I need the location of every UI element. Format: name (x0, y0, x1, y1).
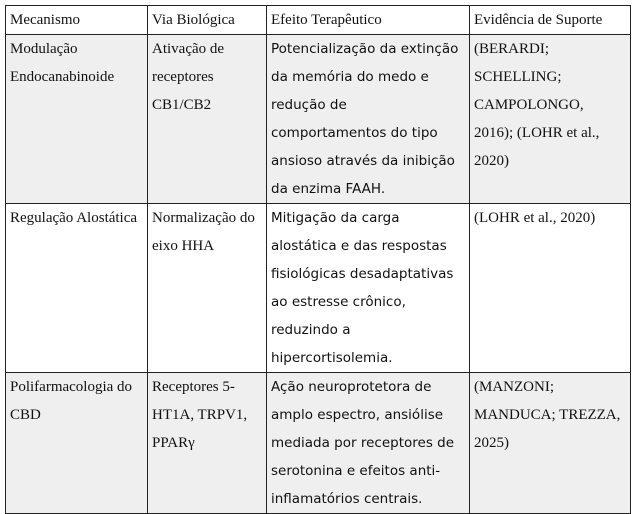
table-row (6, 35, 631, 204)
table-row (6, 373, 631, 514)
header-cell-mechanism: Mecanismo (6, 6, 148, 35)
effect-cell: Mitigação da carga alostática e das respostas fisiológicas desadaptativas ao estresse crônico, reduzindo a hipercortisolemia. (267, 204, 470, 373)
evidence-cell: (BERARDI; SCHELLING; CAMPOLONGO, 2016); (LOHR et al., 2020) (470, 35, 631, 204)
evidence-cell: (LOHR et al., 2020) (470, 204, 631, 373)
mechanism-cell: Polifarmacologia do CBD (6, 373, 148, 514)
header-cell-evidence: Evidência de Suporte (470, 6, 631, 35)
header-cell-pathway: Via Biológica (148, 6, 267, 35)
table-row (6, 204, 631, 373)
pathway-cell: Normalização do eixo HHA (148, 204, 267, 373)
mechanism-cell: Modulação Endocanabinoide (6, 35, 148, 204)
pathway-cell: Ativação de receptores CB1/CB2 (148, 35, 267, 204)
effect-cell: Potencialização da extinção da memória do medo e redução de comportamentos do tipo ansioso através da inibição da enzima FAAH. (267, 35, 470, 204)
mechanism-cell: Regulação Alostática (6, 204, 148, 373)
table-header-row (6, 6, 631, 35)
header-cell-effect: Efeito Terapêutico (267, 6, 470, 35)
mechanisms-table (5, 5, 631, 514)
pathway-cell: Receptores 5-HT1A, TRPV1, PPARγ (148, 373, 267, 514)
evidence-cell: (MANZONI; MANDUCA; TREZZA, 2025) (470, 373, 631, 514)
effect-cell: Ação neuroprotetora de amplo espectro, ansiólise mediada por receptores de serotonina e efeitos anti-inflamatórios centrais. (267, 373, 470, 514)
